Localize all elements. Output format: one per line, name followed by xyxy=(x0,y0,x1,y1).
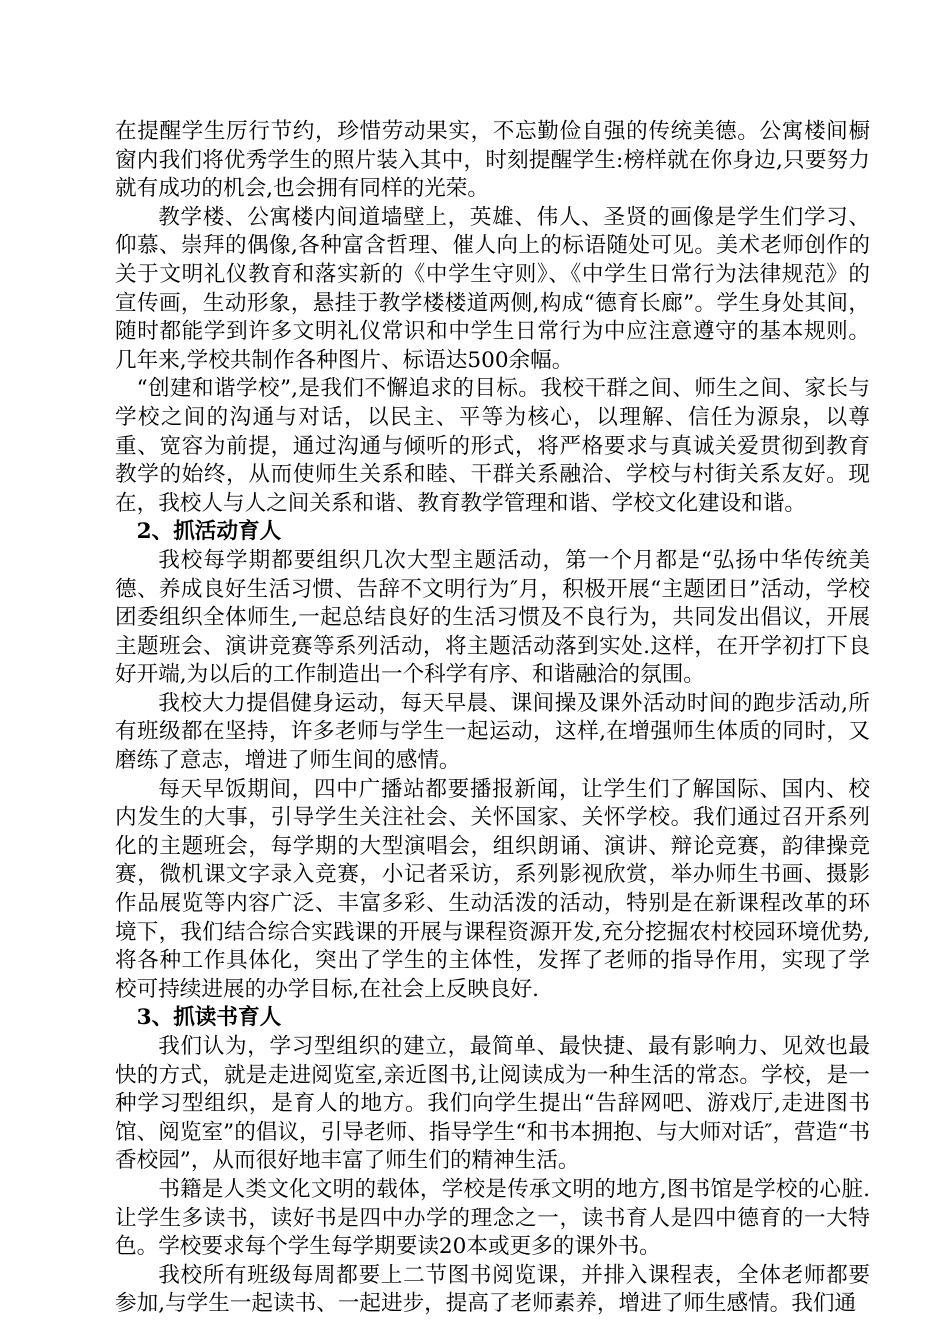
paragraph-4: 我校每学期都要组织几次大型主题活动，第一个月都是“弘扬中华传统美德、养成良好生活习惯、告辞不文明行为″月，积极开展“主题团日”活动，学校团委组织全体师生,一起总结良好的生活习惯及不良行为，共同发出倡议，开展主题班会、演讲竞赛等系列活动，将主题活动落到实处.这样，在开学初打下良好开端,为以后的工作制造出一个科学有序、和谐融洽的氛围。 xyxy=(115,547,870,688)
paragraph-2: 教学楼、公寓楼内间道墙壁上，英雄、伟人、圣贤的画像是学生们学习、仰慕、崇拜的偶像,各种富含哲理、催人向上的标语随处可见。美术老师创作的关于文明礼仪教育和落实新的《中学生守则》、《中学生日常行为法律规范》的宣传画，生动形象，悬挂于教学楼楼道两侧,构成“德育长廊”。学生身处其间，随时都能学到许多文明礼仪常识和中学生日常行为中应注意遵守的基本规则。几年来,学校共制作各种图片、标语达500余幅。 xyxy=(115,204,870,373)
paragraph-7: 我们认为，学习型组织的建立，最简单、最快捷、最有影响力、见效也最快的方式，就是走进阅览室,亲近图书,让阅读成为一种生活的常态。学校，是一种学习型组织，是育人的地方。我们向学生提出“告辞网吧、游戏厅,走进图书馆、阅览室”的倡议，引导老师、指导学生“和书本拥抱、与大师对话″，营造“书香校园”，从而很好地丰富了师生们的精神生活。 xyxy=(115,1034,870,1174)
paragraph-3: “创建和谐学校”,是我们不懈追求的目标。我校干群之间、师生之间、家长与学校之间的沟通与对话，以民主、平等为核心，以理解、信任为源泉，以尊重、宽容为前提，通过沟通与倾听的形式，将严格要求与真诚关爱贯彻到教育教学的始终，从而使师生关系和睦、干群关系融洽、学校与村街关系友好。现在，我校人与人之间关系和谐、教育教学管理和谐、学校文化建设和谐。 xyxy=(115,376,870,516)
section-heading-activity: 2、抓活动育人 xyxy=(136,519,282,545)
section-heading-reading: 3、抓读书育人 xyxy=(136,1005,282,1031)
paragraph-8: 书籍是人类文化文明的载体，学校是传承文明的地方,图书馆是学校的心脏.让学生多读书，读好书是四中办学的理念之一，读书育人是四中德育的一大特色。学校要求每个学生每学期要读20本或更多的课外书。 xyxy=(115,1176,870,1260)
paragraph-1: 在提醒学生厉行节约，珍惜劳动果实，不忘勤俭自强的传统美德。公寓楼间橱窗内我们将优秀学生的照片装入其中，时刻提醒学生:榜样就在你身边,只要努力就有成功的机会,也会拥有同样的光荣。 xyxy=(115,119,870,202)
paragraph-9: 我校所有班级每周都要上二节图书阅览课，并排入课程表，全体老师都要参加,与学生一起读书、一起进步，提高了老师素养，增进了师生感情。我们通 xyxy=(115,1262,870,1317)
document-body xyxy=(115,118,870,1319)
paragraph-5: 我校大力提倡健身运动，每天早晨、课间操及课外活动时间的跑步活动,所有班级都在坚持，许多老师与学生一起运动，这样,在增强师生体质的同时，又磨练了意志，增进了师生间的感情。 xyxy=(115,690,870,774)
paragraph-6: 每天早饭期间，四中广播站都要播报新闻，让学生们了解国际、国内、校内发生的大事，引导学生关注社会、关怀国家、关怀学校。我们通过召开系列化的主题班会，每学期的大型演唱会，组织朗诵、演讲、辩论竞赛，韵律操竞赛，微机课文字录入竞赛，小记者采访，系列影视欣赏，举办师生书画、摄影作品展览等内容广泛、丰富多彩、生动活泼的活动，特别是在新课程改革的环境下，我们结合综合实践课的开展与课程资源开发,充分挖掘农村校园环境优势,将各种工作具体化，突出了学生的主体性，发挥了老师的指导作用，实现了学校可持续进展的办学目标,在社会上反映良好. xyxy=(115,776,870,1002)
